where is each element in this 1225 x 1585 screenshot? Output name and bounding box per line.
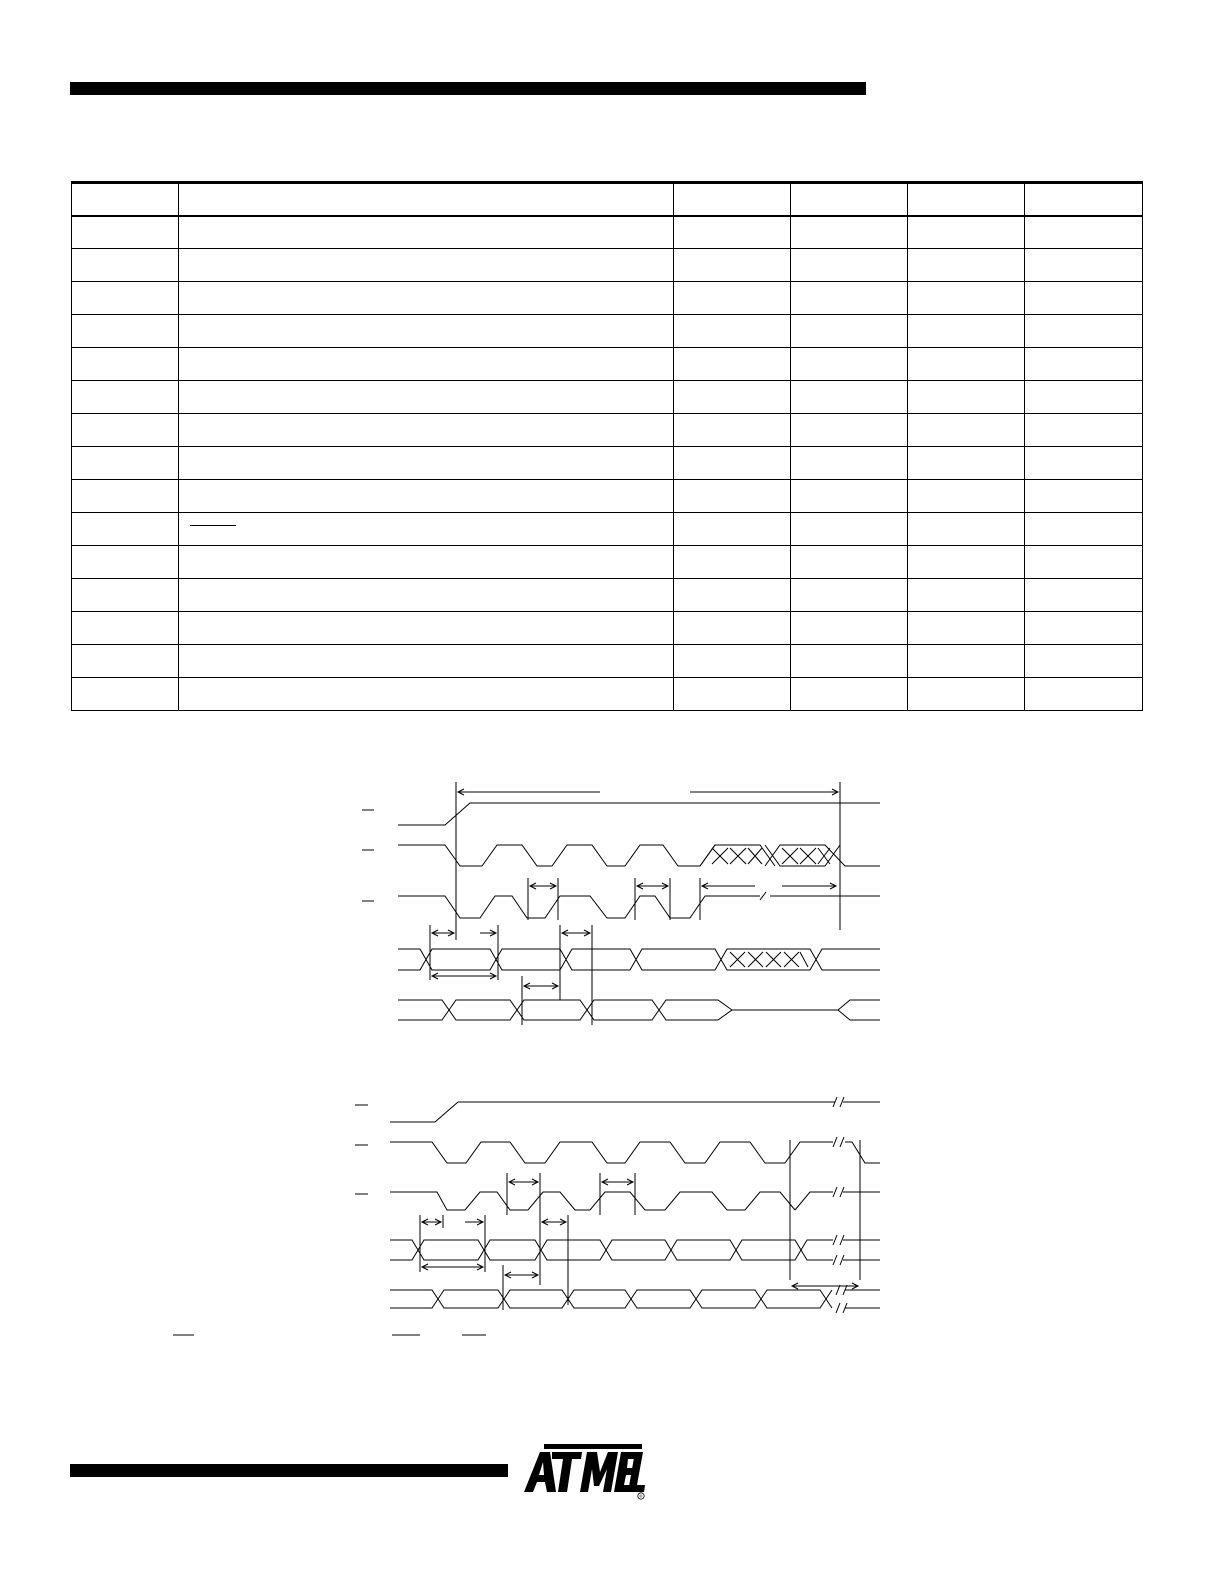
hatched-bus-region	[730, 952, 808, 967]
footer-rule	[70, 1464, 508, 1477]
waveform-signal-1	[390, 1102, 835, 1122]
break-mark	[760, 892, 766, 900]
timing-diagram-2	[355, 1097, 880, 1313]
waveform-signal-2	[398, 845, 775, 866]
waveform-bus-4-alt	[390, 1240, 833, 1260]
hatched-undefined-region	[712, 848, 830, 864]
waveform-signal-1	[398, 803, 880, 825]
waveform-signal-5-alt	[398, 1000, 732, 1020]
waveform-signal-5	[398, 1000, 880, 1020]
atmel-logo-icon	[522, 1442, 647, 1500]
waveform-bus-4	[390, 1240, 833, 1260]
waveform-signal-3	[390, 1192, 795, 1210]
timing-diagram-1	[362, 782, 880, 1025]
waveform-signal-2	[390, 1142, 833, 1163]
registered-mark: ®	[639, 1493, 643, 1499]
waveform-signal-3	[398, 896, 760, 918]
